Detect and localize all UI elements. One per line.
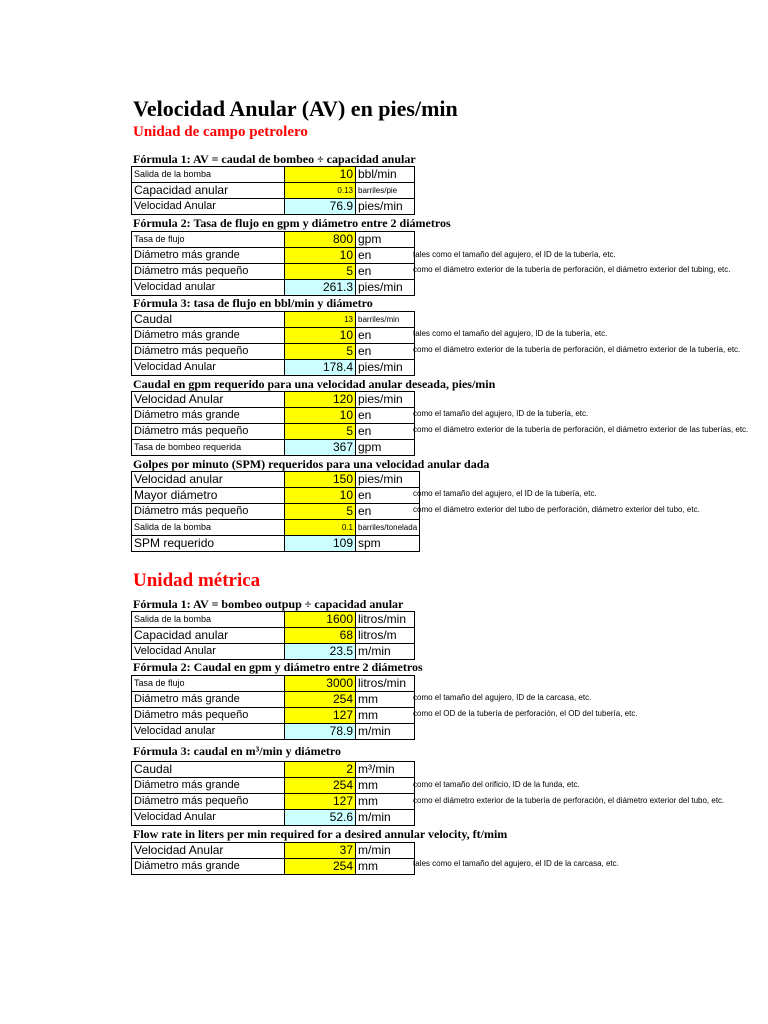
- input-value[interactable]: 2: [285, 762, 356, 778]
- table-row: [132, 199, 415, 215]
- table-row: [132, 628, 415, 644]
- unit-label: mm: [356, 859, 415, 875]
- row-label: Velocidad anular: [132, 472, 285, 488]
- row-label: Diámetro más grande: [132, 248, 285, 264]
- unit-label: en: [356, 488, 420, 504]
- section-heading: Fórmula 3: caudal en m³/min y diámetro: [133, 744, 342, 758]
- row-label: Diámetro más grande: [132, 408, 285, 424]
- row-label: Salida de la bomba: [132, 520, 285, 536]
- section-heading: Flow rate in liters per min required for a desired annular velocity, ft/mim: [133, 827, 508, 841]
- table-row: [132, 392, 415, 408]
- input-value[interactable]: 10: [285, 167, 356, 183]
- section-heading: Fórmula 1: AV = caudal de bombeo ÷ capacidad anular: [133, 152, 416, 166]
- table-row: [132, 344, 415, 360]
- unit-label: en: [356, 408, 415, 424]
- input-value[interactable]: 120: [285, 392, 356, 408]
- unit-label: en: [356, 424, 415, 440]
- formula-table: [131, 761, 415, 826]
- unit-label: bbl/min: [356, 167, 415, 183]
- row-label: Diámetro más grande: [132, 778, 285, 794]
- formula-table: [131, 231, 415, 296]
- formula-table: [131, 166, 415, 215]
- section-heading: Fórmula 1: AV = bombeo outpup ÷ capacidad anular: [133, 597, 404, 611]
- unit-label: spm: [356, 536, 420, 552]
- row-label: Caudal: [132, 312, 285, 328]
- section-heading: Golpes por minuto (SPM) requeridos para una velocidad anular dada: [133, 457, 490, 471]
- table-row: [132, 504, 420, 520]
- row-label: Caudal: [132, 762, 285, 778]
- input-value[interactable]: 10: [285, 328, 356, 344]
- table-row: [132, 248, 415, 264]
- input-value[interactable]: 127: [285, 794, 356, 810]
- input-value[interactable]: 37: [285, 843, 356, 859]
- unit-label: en: [356, 264, 415, 280]
- row-label: Diámetro más pequeño: [132, 504, 285, 520]
- section-heading: Fórmula 2: Tasa de flujo en gpm y diámetro entre 2 diámetros: [133, 216, 451, 230]
- row-note: tales como el tamaño del agujero, el ID de la carcasa, etc.: [413, 859, 619, 868]
- row-note: como el diámetro exterior de la tubería de perforación, el diámetro exterior del tubo, etc.: [413, 796, 725, 805]
- row-label: Tasa de flujo: [132, 676, 285, 692]
- table-row: [132, 360, 415, 376]
- section-heading: Fórmula 3: tasa de flujo en bbl/min y diámetro: [133, 296, 373, 310]
- row-label: Mayor diámetro: [132, 488, 285, 504]
- unit-label: gpm: [356, 232, 415, 248]
- formula-table: [131, 471, 420, 552]
- input-value[interactable]: 5: [285, 424, 356, 440]
- input-value[interactable]: 13: [285, 312, 356, 328]
- unit-label: litros/m: [356, 628, 415, 644]
- row-note: tales como el tamaño del agujero, el ID de la tubería, etc.: [413, 250, 616, 259]
- row-label: Diámetro más grande: [132, 692, 285, 708]
- unit-label: pies/min: [356, 280, 415, 296]
- result-value: 178.4: [285, 360, 356, 376]
- table-row: [132, 708, 415, 724]
- unit-label: barriles/pie: [356, 183, 415, 199]
- input-value[interactable]: 0.1: [285, 520, 356, 536]
- table-row: [132, 810, 415, 826]
- input-value[interactable]: 254: [285, 859, 356, 875]
- table-row: [132, 859, 415, 875]
- formula-table: [131, 611, 415, 660]
- section-heading: Caudal en gpm requerido para una velocidad anular deseada, pies/min: [133, 377, 496, 391]
- unit-label: mm: [356, 692, 415, 708]
- unit-label: barriles/tonelada: [356, 520, 420, 536]
- row-label: Velocidad anular: [132, 724, 285, 740]
- unit-label: m³/min: [356, 762, 415, 778]
- unit-label: pies/min: [356, 472, 420, 488]
- input-value[interactable]: 254: [285, 778, 356, 794]
- row-label: Diámetro más grande: [132, 328, 285, 344]
- unit-label: m/min: [356, 724, 415, 740]
- input-value[interactable]: 5: [285, 264, 356, 280]
- unit-label: mm: [356, 794, 415, 810]
- row-label: Velocidad Anular: [132, 360, 285, 376]
- row-label: Diámetro más pequeño: [132, 424, 285, 440]
- table-row: [132, 167, 415, 183]
- unit-label: litros/min: [356, 676, 415, 692]
- table-row: [132, 328, 415, 344]
- row-label: Capacidad anular: [132, 628, 285, 644]
- table-row: [132, 280, 415, 296]
- row-note: como el diámetro exterior de la tubería de perforación, el diámetro exterior de la tubería, etc.: [413, 345, 741, 354]
- row-label: Diámetro más pequeño: [132, 708, 285, 724]
- table-row: [132, 440, 415, 456]
- unit-label: en: [356, 344, 415, 360]
- table-row: [132, 488, 420, 504]
- unit-label: pies/min: [356, 360, 415, 376]
- unit-label: litros/min: [356, 612, 415, 628]
- table-row: [132, 762, 415, 778]
- formula-table: [131, 391, 415, 456]
- oilfield-heading: Unidad de campo petrolero: [133, 124, 308, 140]
- table-row: [132, 724, 415, 740]
- input-value[interactable]: 150: [285, 472, 356, 488]
- table-row: [132, 843, 415, 859]
- input-value[interactable]: 800: [285, 232, 356, 248]
- row-label: Velocidad Anular: [132, 843, 285, 859]
- table-row: [132, 408, 415, 424]
- row-label: Capacidad anular: [132, 183, 285, 199]
- table-row: [132, 644, 415, 660]
- result-value: 23.5: [285, 644, 356, 660]
- input-value[interactable]: 254: [285, 692, 356, 708]
- input-value[interactable]: 1600: [285, 612, 356, 628]
- result-value: 78.9: [285, 724, 356, 740]
- row-label: Salida de la bomba: [132, 612, 285, 628]
- input-value[interactable]: 10: [285, 248, 356, 264]
- table-row: [132, 424, 415, 440]
- result-value: 52.6: [285, 810, 356, 826]
- metric-heading: Unidad métrica: [133, 570, 261, 591]
- table-row: [132, 778, 415, 794]
- row-note: como el diámetro exterior de la tubería de perforación, el diámetro exterior de las tuberías, etc.: [413, 425, 749, 434]
- unit-label: pies/min: [356, 199, 415, 215]
- input-value[interactable]: 5: [285, 344, 356, 360]
- row-label: Tasa de bombeo requerida: [132, 440, 285, 456]
- row-label: Diámetro más grande: [132, 859, 285, 875]
- table-row: [132, 520, 420, 536]
- input-value[interactable]: 3000: [285, 676, 356, 692]
- row-label: Diámetro más pequeño: [132, 344, 285, 360]
- input-value[interactable]: 127: [285, 708, 356, 724]
- result-value: 367: [285, 440, 356, 456]
- unit-label: m/min: [356, 644, 415, 660]
- table-row: [132, 264, 415, 280]
- row-note: como el tamaño del agujero, el ID de la tubería, etc.: [413, 489, 597, 498]
- row-note: como el tamaño del agujero, ID de la carcasa, etc.: [413, 693, 592, 702]
- result-value: 76.9: [285, 199, 356, 215]
- formula-table: [131, 675, 415, 740]
- row-note: como el diámetro exterior del tubo de perforación, diámetro exterior del tubo, etc.: [413, 505, 700, 514]
- table-row: [132, 472, 420, 488]
- input-value[interactable]: 10: [285, 408, 356, 424]
- unit-label: en: [356, 328, 415, 344]
- row-label: Velocidad Anular: [132, 644, 285, 660]
- unit-label: mm: [356, 708, 415, 724]
- input-value[interactable]: 68: [285, 628, 356, 644]
- table-row: [132, 794, 415, 810]
- input-value[interactable]: 5: [285, 504, 356, 520]
- unit-label: pies/min: [356, 392, 415, 408]
- row-note: como el OD de la tubería de perforación, el OD del tubería, etc.: [413, 709, 638, 718]
- unit-label: mm: [356, 778, 415, 794]
- input-value[interactable]: 10: [285, 488, 356, 504]
- result-value: 261.3: [285, 280, 356, 296]
- row-label: Velocidad Anular: [132, 392, 285, 408]
- unit-label: m/min: [356, 843, 415, 859]
- row-label: Velocidad Anular: [132, 810, 285, 826]
- formula-table: [131, 842, 415, 875]
- table-row: [132, 536, 420, 552]
- input-value[interactable]: 0.13: [285, 183, 356, 199]
- unit-label: en: [356, 248, 415, 264]
- row-note: como el tamaño del orificio, ID de la funda, etc.: [413, 780, 580, 789]
- table-row: [132, 612, 415, 628]
- table-row: [132, 692, 415, 708]
- unit-label: gpm: [356, 440, 415, 456]
- row-label: Velocidad Anular: [132, 199, 285, 215]
- table-row: [132, 676, 415, 692]
- result-value: 109: [285, 536, 356, 552]
- row-note: como el tamaño del agujero, ID de la tubería, etc.: [413, 409, 589, 418]
- row-label: SPM requerido: [132, 536, 285, 552]
- row-label: Velocidad anular: [132, 280, 285, 296]
- unit-label: en: [356, 504, 420, 520]
- row-note: tales como el tamaño del agujero, ID de la tubería, etc.: [413, 329, 608, 338]
- section-heading: Fórmula 2: Caudal en gpm y diámetro entre 2 diámetros: [133, 660, 423, 674]
- unit-label: m/min: [356, 810, 415, 826]
- table-row: [132, 183, 415, 199]
- formula-table: [131, 311, 415, 376]
- unit-label: barriles/min: [356, 312, 415, 328]
- row-label: Salida de la bomba: [132, 167, 285, 183]
- row-note: como el diámetro exterior de la tubería de perforación, el diámetro exterior del tubing, etc.: [413, 265, 731, 274]
- table-row: [132, 312, 415, 328]
- row-label: Diámetro más pequeño: [132, 264, 285, 280]
- table-row: [132, 232, 415, 248]
- row-label: Tasa de flujo: [132, 232, 285, 248]
- page-title: Velocidad Anular (AV) en pies/min: [133, 96, 458, 121]
- row-label: Diámetro más pequeño: [132, 794, 285, 810]
